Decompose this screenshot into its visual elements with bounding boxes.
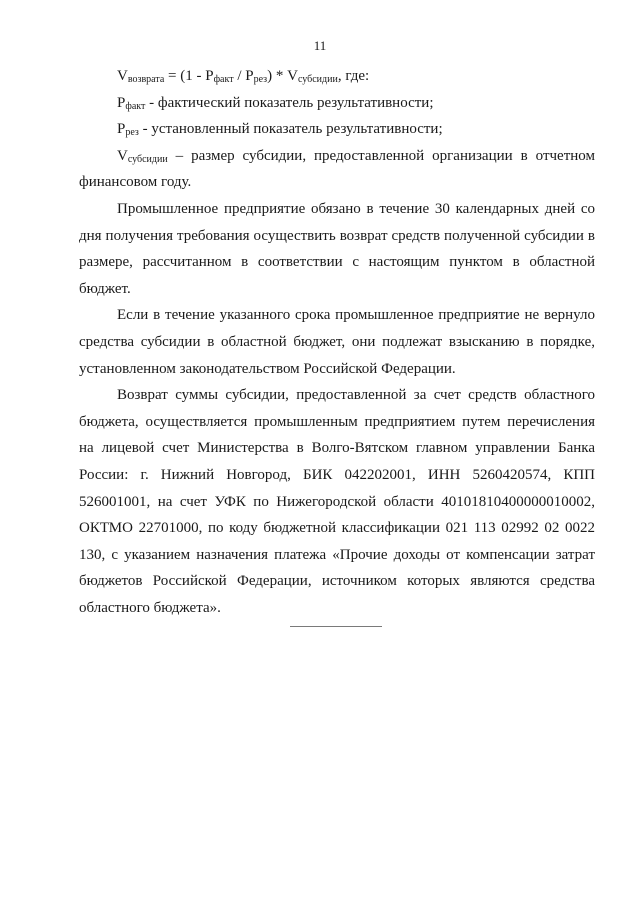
paragraph-line: дня получения требования осуществить возврат средств полученной субсидии в — [79, 227, 595, 244]
paragraph-line: 526001001, на счет УФК по Нижегородской области 40101810400000010002, — [79, 493, 595, 510]
paragraph-line: бюджета, осуществляется промышленным предприятием путем перечисления — [79, 413, 595, 430]
formula-fact-subscript: факт — [213, 74, 234, 85]
formula-text: / — [233, 68, 246, 84]
paragraph-line: бюджет. — [79, 280, 131, 297]
formula-v-symbol: V — [117, 68, 128, 84]
formula-p-symbol: P — [245, 68, 254, 84]
refund-formula — [79, 63, 595, 90]
definition-rez — [79, 116, 595, 143]
formula-text: ) * — [267, 68, 288, 84]
paragraph-line: 130, с указанием назначения платежа «Прочие доходы от компенсации затрат — [79, 546, 595, 563]
formula-text: , где: — [337, 68, 370, 84]
paragraph-line: России: г. Нижний Новгород, БИК 042202001, ИНН 5260420574, КПП — [79, 466, 595, 483]
paragraph-line: Промышленное предприятие обязано в течение 30 календарных дней со — [117, 200, 595, 217]
definition-subs — [79, 143, 595, 170]
formula-rez-subscript: рез — [253, 74, 268, 85]
formula-text: = (1 - — [164, 68, 206, 84]
definition-subscript: субсидии — [127, 153, 168, 165]
paragraph-line: Возврат суммы субсидии, предоставленной за счет средств областного — [117, 387, 595, 404]
paragraph-line: на лицевой счет Министерства в Волго-Вятском главном управлении Банка — [79, 440, 595, 457]
definition-symbol: V — [117, 147, 128, 164]
definition-text: – размер субсидии, предоставленной организации в отчетном — [167, 147, 595, 164]
formula-p-symbol: P — [205, 68, 214, 84]
paragraph-line: областного бюджета». — [79, 599, 221, 616]
definition-symbol: P — [117, 94, 126, 111]
formula-subs-subscript: субсидии — [297, 74, 338, 85]
formula-v-subscript: возврата — [127, 74, 165, 85]
paragraph-line: Если в течение указанного срока промышленное предприятие не вернуло — [117, 307, 595, 324]
paragraph-line: средства субсидии в областной бюджет, они подлежат взысканию в порядке, — [79, 333, 595, 350]
paragraph-line: бюджетов Российской Федерации, источником которых являются средства — [79, 573, 595, 590]
definition-subscript: факт — [125, 100, 146, 112]
end-divider — [290, 626, 382, 627]
paragraph-line: ОКТМО 22701000, по коду бюджетной классификации 021 113 02992 02 0022 — [79, 520, 595, 537]
definition-text: - установленный показатель результативности; — [138, 121, 443, 138]
formula-v-symbol: V — [287, 68, 298, 84]
definition-symbol: P — [117, 121, 126, 138]
definition-fact — [79, 90, 595, 117]
definition-subscript: рез — [125, 127, 139, 139]
definition-subs-continued: финансовом году. — [79, 174, 192, 191]
paragraph-line: размере, рассчитанном в соответствии с настоящим пунктом в областной — [79, 254, 595, 271]
paragraph-line: установленном законодательством Российской Федерации. — [79, 360, 456, 377]
definition-text: - фактический показатель результативности; — [145, 94, 434, 111]
document-body — [79, 63, 595, 621]
page-number: 11 — [313, 38, 327, 53]
